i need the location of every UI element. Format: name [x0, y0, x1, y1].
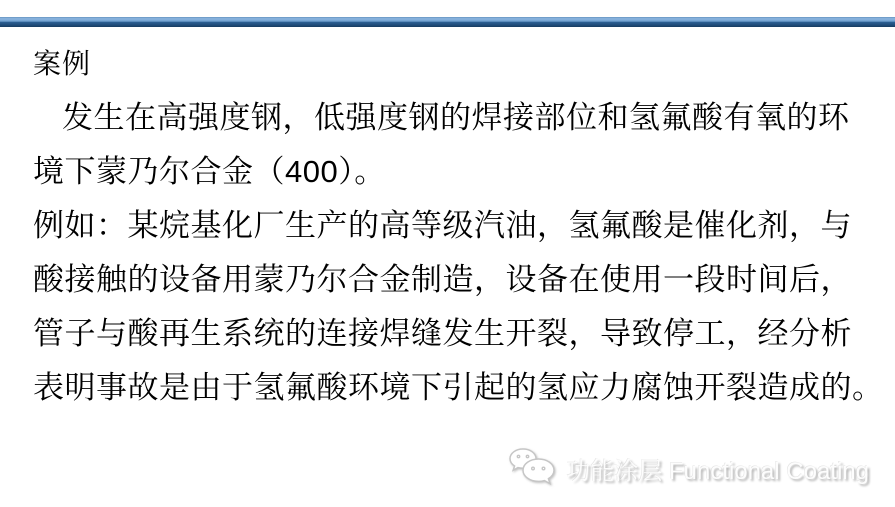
watermark	[507, 444, 869, 492]
wechat-chat-bubbles-icon	[507, 447, 557, 489]
body-line: 表明事故是由于氢氟酸环境下引起的氢应力腐蚀开裂造成的。	[33, 370, 884, 405]
body-line: 酸接触的设备用蒙乃尔合金制造，设备在使用一段时间后，	[33, 262, 852, 297]
body-line: 境下蒙乃尔合金（400）。	[33, 154, 386, 189]
slide-title-text: 案例	[33, 48, 92, 79]
body-line: 管子与酸再生系统的连接焊缝发生开裂，导致停工，经分析	[33, 316, 852, 351]
top-accent-bar	[0, 17, 895, 27]
body-line: 发生在高强度钢，低强度钢的焊接部位和氢氟酸有氧的环	[62, 100, 850, 135]
slide-body	[33, 37, 884, 415]
watermark-text: 功能涂层 Functional Coating	[566, 457, 869, 485]
slide-title	[33, 37, 865, 91]
body-line: 例如：某烷基化厂生产的高等级汽油，氢氟酸是催化剂，与	[33, 208, 852, 243]
